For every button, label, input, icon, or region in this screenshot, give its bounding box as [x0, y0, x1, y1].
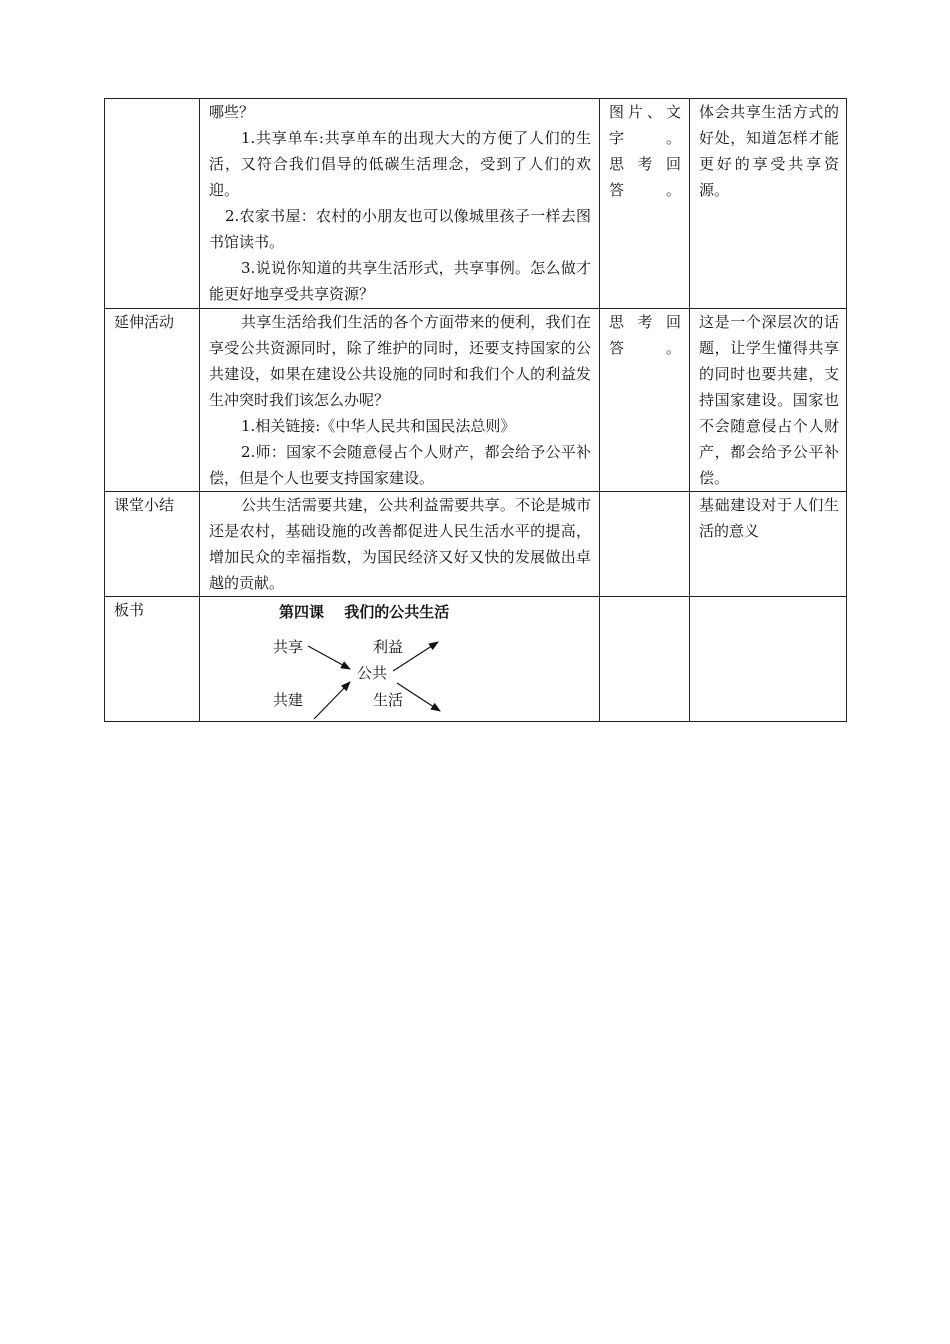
row-label: 延伸活动 — [114, 313, 175, 331]
row-label-cell — [105, 597, 200, 722]
board-word-share: 共享 — [273, 638, 304, 656]
content-paragraph: 2.农家书屋：农村的小朋友也可以像城里孩子一样去图书馆读书。 — [209, 207, 591, 251]
board-word-public: 公共 — [357, 664, 388, 682]
board-arrows — [200, 597, 600, 721]
content-paragraph: 共享生活给我们生活的各个方面带来的便利，我们在享受公共资源同时，除了维护的同时，还要支持国家的公共建设，如果在建设公共设施的同时和我们个人的利益发生冲突时我们该怎么办呢？ — [209, 313, 591, 409]
student-activity-cell — [600, 309, 690, 492]
design-intent-text: 这是一个深层次的话题，让学生懂得共享的同时也要共建，支持国家建设。国家也不会随意侵占个人财产，都会给予公平补偿。 — [699, 313, 839, 487]
design-intent-cell — [690, 309, 847, 492]
row-label-cell — [105, 309, 200, 492]
board-word-build: 共建 — [273, 691, 304, 709]
content-paragraph: 3.说说你知道的共享生活形式，共享事例。怎么做才能更好地享受共享资源？ — [209, 259, 591, 303]
arrow-public-to-interest — [393, 642, 438, 671]
content-paragraph: 2.师：国家不会随意侵占个人财产，都会给予公平补偿，但是个人也要支持国家建设。 — [209, 443, 591, 487]
row-label: 板书 — [114, 601, 145, 619]
student-activity-text: 思考回答。 — [609, 313, 681, 357]
lesson-plan-page — [104, 98, 847, 722]
teaching-content-cell — [200, 309, 600, 492]
student-activity-text: 思考回答。 — [609, 155, 681, 199]
blackboard-diagram — [200, 597, 599, 721]
board-word-life: 生活 — [373, 691, 404, 709]
design-intent-text: 基础建设对于人们生活的意义 — [699, 496, 839, 540]
content-paragraph: 公共生活需要共建，公共利益需要共享。不论是城市还是农村，基础设施的改善都促进人民生活水平的提高，增加民众的幸福指数，为国民经济又好又快的发展做出卓越的贡献。 — [209, 496, 591, 592]
student-activity-cell — [600, 597, 690, 722]
row-label-cell — [105, 99, 200, 309]
content-paragraph: 哪些？ — [209, 103, 255, 121]
board-title: 第四课 我们的公共生活 — [279, 603, 450, 621]
lesson-plan-table — [104, 98, 847, 722]
arrow-public-to-life — [397, 683, 440, 711]
table-row — [105, 309, 847, 492]
row-label: 课堂小结 — [114, 496, 175, 514]
row-label-cell — [105, 492, 200, 597]
student-activity-cell — [600, 99, 690, 309]
design-intent-cell — [690, 597, 847, 722]
student-activity-text: 图片、文字。 — [609, 103, 681, 147]
teaching-content-cell — [200, 99, 600, 309]
design-intent-cell — [690, 492, 847, 597]
design-intent-text: 体会共享生活方式的好处，知道怎样才能更好的享受共享资源。 — [699, 103, 839, 199]
student-activity-cell — [600, 492, 690, 597]
blackboard-cell — [200, 597, 600, 722]
table-row — [105, 597, 847, 722]
board-word-interest: 利益 — [373, 638, 404, 656]
content-paragraph: 1.相关链接:《中华人民共和国民法总则》 — [241, 417, 516, 435]
arrow-build-to-public — [314, 682, 350, 719]
table-row — [105, 492, 847, 597]
design-intent-cell — [690, 99, 847, 309]
teaching-content-cell — [200, 492, 600, 597]
content-paragraph: 1.共享单车:共享单车的出现大大的方便了人们的生活，又符合我们倡导的低碳生活理念，受到了人们的欢迎。 — [209, 129, 591, 199]
table-row — [105, 99, 847, 309]
arrow-share-to-public — [308, 646, 350, 669]
